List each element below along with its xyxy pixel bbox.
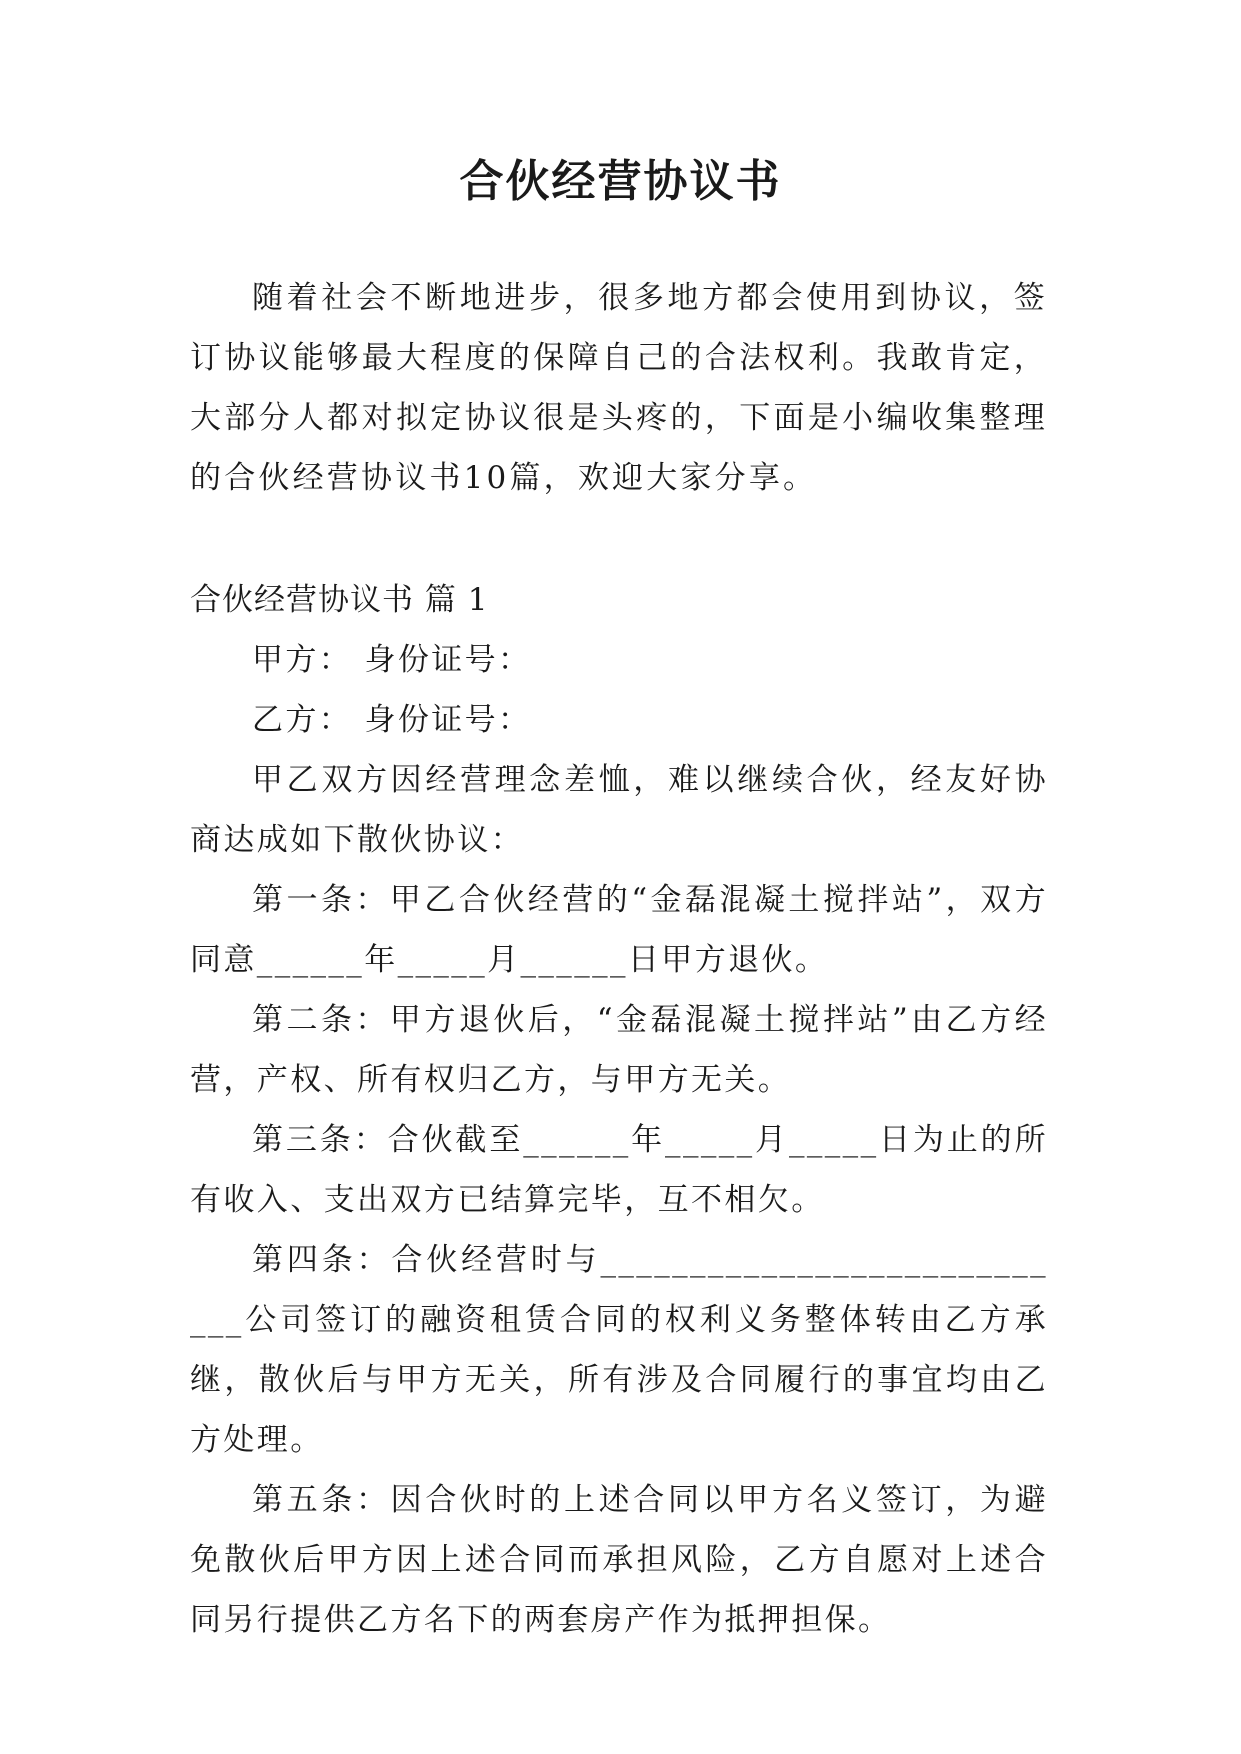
party-b-line: 乙方： 身份证号：: [252, 702, 532, 738]
article-3: 第三条：合伙截至______年_____月_____日为止的所有收入、支出双方已结算完毕，互不相欠。: [190, 1122, 1048, 1218]
preamble-paragraph: 甲乙双方因经营理念差恤，难以继续合伙，经友好协商达成如下散伙协议：: [190, 762, 1048, 858]
document-title: 合伙经营协议书: [459, 156, 782, 207]
article-1: 第一条：甲乙合伙经营的“金磊混凝土搅拌站”，双方同意______年_____月______日甲方退伙。: [190, 882, 1048, 978]
document-body: [190, 268, 1048, 1650]
article-5: 第五条：因合伙时的上述合同以甲方名义签订，为避免散伙后甲方因上述合同而承担风险，乙方自愿对上述合同另行提供乙方名下的两套房产作为抵押担保。: [190, 1482, 1048, 1638]
section-heading: 合伙经营协议书 篇 1: [190, 582, 489, 618]
article-4: 第四条：合伙经营时与____________________________公司签订的融资租赁合同的权利义务整体转由乙方承继，散伙后与甲方无关，所有涉及合同履行的事宜均由乙方处理。: [190, 1242, 1048, 1458]
intro-paragraph: 随着社会不断地进步，很多地方都会使用到协议，签订协议能够最大程度的保障自己的合法权利。我敢肯定，大部分人都对拟定协议很是头疼的，下面是小编收集整理的合伙经营协议书10篇，欢迎大家分享。: [190, 280, 1048, 496]
party-a-line: 甲方： 身份证号：: [252, 642, 532, 678]
article-2: 第二条：甲方退伙后，“金磊混凝土搅拌站”由乙方经营，产权、所有权归乙方，与甲方无关。: [190, 1002, 1048, 1098]
